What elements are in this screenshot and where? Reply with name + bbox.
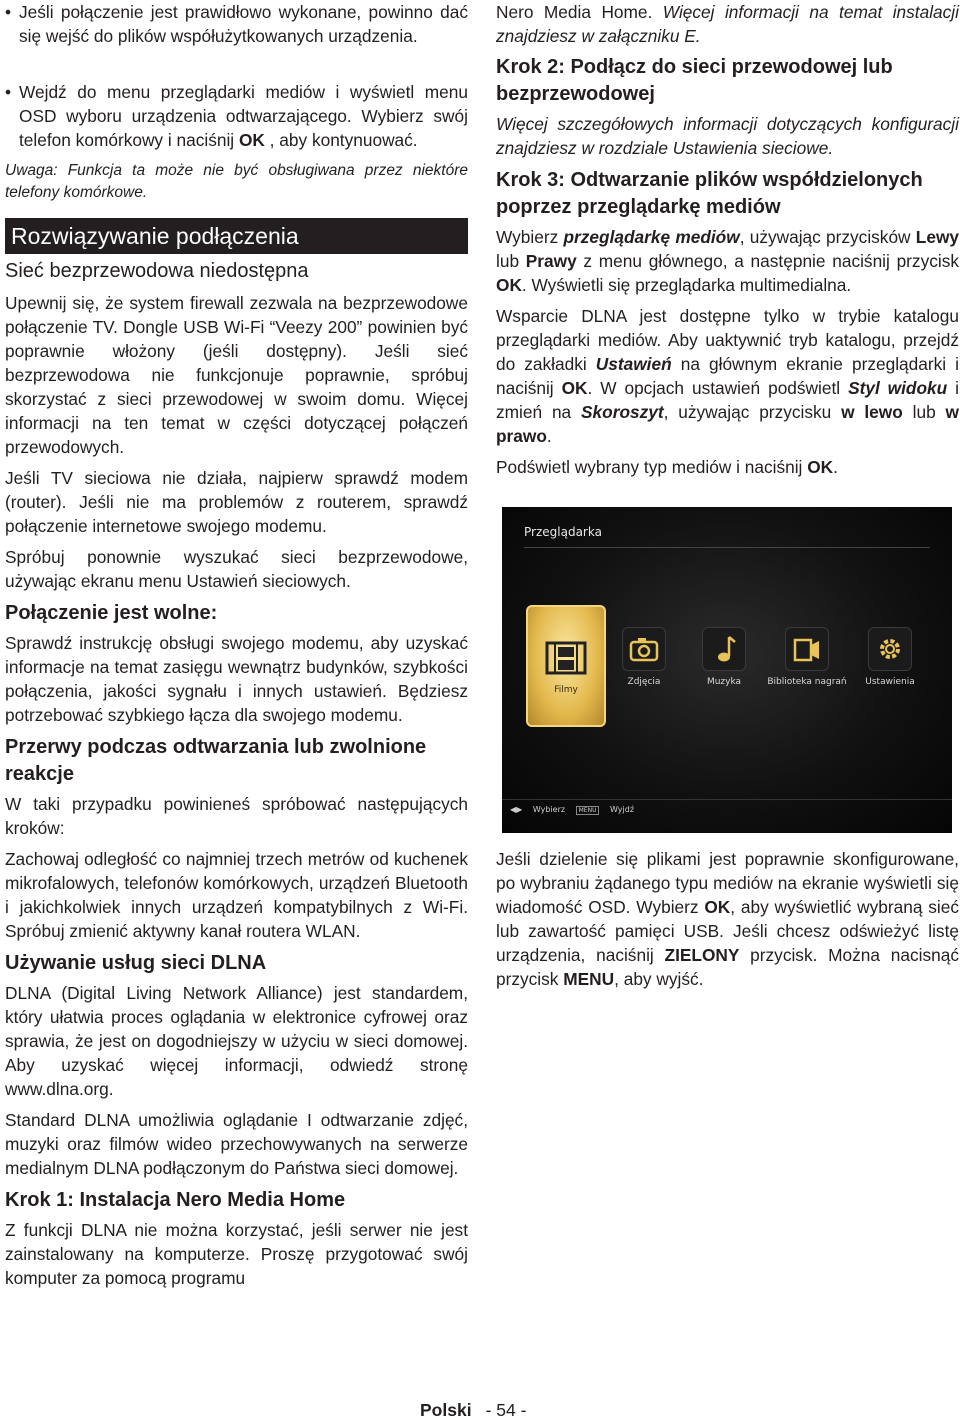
- text: lub: [496, 251, 526, 271]
- text: Skoroszyt: [581, 402, 664, 422]
- divider: [524, 547, 930, 548]
- text: Nero Media Home.: [496, 2, 663, 22]
- ok-key-text: OK: [238, 130, 265, 150]
- text: OK: [561, 378, 588, 398]
- list-item: • Jeśli połączenie jest prawidłowo wykonane, powinno dać się wejść do plików współużytkowanych urządzenia.: [5, 0, 468, 72]
- text: OK: [704, 897, 731, 917]
- paragraph: Upewnij się, że system firewall zezwala na bezprzewodowe połączenie TV. Dongle USB Wi-Fi “Veezy 200” powinien być poprawnie włożony (jeśli dostępny). Jeśli sieć bezprzewodowa nie funkcjonuje poprawnie, spróbuj skorzystać z sieci przewodowej w swoim domu. Więcej informacji na ten temat w części dotyczącej połączeń przewodowych.: [5, 293, 468, 457]
- text: OK: [807, 457, 834, 477]
- text: i zmień na: [496, 378, 959, 422]
- text: ZIELONY: [664, 945, 740, 965]
- tile-photos[interactable]: [620, 627, 668, 687]
- tile-label: Muzyka: [706, 677, 742, 687]
- right-column: [496, 0, 959, 991]
- hint-bar: [510, 805, 642, 814]
- left-column: [5, 0, 468, 1290]
- text: .: [546, 426, 552, 446]
- text: Jeśli dzielenie się plikami jest poprawnie skonfigurowane, po wybraniu żądanego typu mediów na ekranie wyświetli się wiadomość OSD. Wybierz: [496, 849, 959, 917]
- heading-step1: Krok 1: Instalacja Nero Media Home: [5, 1189, 346, 1211]
- text: , aby wyjść.: [614, 969, 704, 989]
- text: z menu głównego, a następnie naciśnij przycisk: [576, 251, 959, 271]
- tile-movies[interactable]: [524, 605, 608, 727]
- list-item: [5, 80, 468, 152]
- text: Wsparcie DLNA jest dostępne tylko w trybie katalogu przeglądarki mediów. Aby uaktywnić tryb katalogu, przejdź do zakładki: [496, 306, 959, 374]
- paragraph: Z funkcji DLNA nie można korzystać, jeśli serwer nie jest zainstalowany na komputerze. Proszę przygotować swój komputer za pomocą programu: [5, 1220, 468, 1288]
- music-note-icon: [711, 634, 737, 664]
- heading-wireless: Sieć bezprzewodowa niedostępna: [5, 260, 309, 282]
- heading-interrupt: Przerwy podczas odtwarzania lub zwolnione reakcje: [5, 736, 427, 785]
- text: w prawo: [496, 402, 959, 446]
- note: Uwaga: Funkcja ta może nie być obsługiwana przez niektóre telefony komórkowe.: [5, 162, 468, 201]
- paragraph: [496, 847, 959, 991]
- tile-label: Biblioteka nagrań: [767, 677, 847, 687]
- heading-dlna: Używanie usług sieci DLNA: [5, 952, 267, 974]
- tile-label: Filmy: [554, 685, 578, 695]
- page-footer: [420, 1400, 526, 1421]
- section-title: Rozwiązywanie podłączenia: [5, 218, 468, 254]
- text: , aby wyświetlić wybraną sieć lub zawartość pamięci USB. Jeśli chcesz odświeżyć listę urządzenia, naciśnij: [496, 897, 959, 965]
- text: MENU: [563, 969, 615, 989]
- heading-step2: Krok 2: Podłącz do sieci przewodowej lub bezprzewodowej: [496, 56, 893, 105]
- text: OK: [496, 275, 522, 295]
- tile-box: [622, 627, 666, 671]
- bullet-list: [5, 0, 468, 152]
- page-number: - 54 -: [485, 1400, 527, 1420]
- heading-step3: Krok 3: Odtwarzanie plików współdzielonych poprzez przeglądarkę mediów: [496, 169, 923, 218]
- browser-title: Przeglądarka: [524, 525, 602, 539]
- text: przycisk. Można nacisnąć przycisk: [496, 945, 959, 989]
- text: , aby kontynuować.: [264, 130, 418, 150]
- paragraph: Standard DLNA umożliwia oglądanie I odtwarzanie zdjęć, muzyki oraz filmów wideo przechowywanych na serwerze medialnym DLNA podłączonym do Państwa sieci domowej.: [5, 1110, 468, 1178]
- heading-slow: Połączenie jest wolne:: [5, 602, 218, 624]
- text: Podświetl wybrany typ mediów i naciśnij: [496, 457, 808, 477]
- text: na głównym ekranie przeglądarki i naciśnij: [496, 354, 959, 398]
- tile-label: Zdjęcia: [627, 677, 661, 687]
- text: Ustawień: [595, 354, 672, 374]
- paragraph: [496, 304, 959, 448]
- text: Styl widoku: [848, 378, 948, 398]
- paragraph: Sprawdź instrukcję obsługi swojego modemu, aby uzyskać informacje na temat zasięgu wewnątrz budynków, szybkości połączenia, jakości sygnału i innych ustawień. Będziesz potrzebować szybkiego łącza dla swojego modemu.: [5, 633, 468, 725]
- tile-music[interactable]: [700, 627, 748, 687]
- paragraph: [496, 455, 959, 479]
- paragraph: Więcej szczegółowych informacji dotyczących konfiguracji znajdziesz w rozdziale Ustawienia sieciowe.: [496, 114, 959, 158]
- paragraph: Zachowaj odległość co najmniej trzech metrów od kuchenek mikrofalowych, telefonów komórkowych, urządzeń Bluetooth i jakichkolwiek innych urządzeń kompatybilnych z Wi-Fi. Spróbuj zmienić aktywny kanał routera WLAN.: [5, 849, 468, 941]
- tile-settings[interactable]: [862, 627, 918, 687]
- paragraph: DLNA (Digital Living Network Alliance) jest standardem, który ułatwia proces oglądania w elektronice cyfrowej oraz sprawia, że jest on dogodniejszy w użyciu w sieci domowej. Aby uzyskać więcej informacji, odwiedź stronę www.dlna.org.: [5, 983, 468, 1099]
- tile-box: [868, 627, 912, 671]
- tile-recordings[interactable]: [764, 627, 850, 687]
- arrows-icon: ◀▶: [510, 805, 523, 814]
- media-browser-screenshot: [502, 507, 952, 833]
- tile-box: [785, 627, 829, 671]
- text: , używając przycisków: [739, 227, 916, 247]
- text: Wejdź do menu przeglądarki mediów i wyświetl menu OSD wyboru urządzenia odtwarzającego. Wybierz swój telefon komórkowy i naciśnij: [19, 82, 468, 150]
- paragraph: [496, 225, 959, 297]
- film-icon: [545, 637, 587, 679]
- hint-select: Wybierz: [532, 805, 566, 814]
- camera-icon: [629, 636, 659, 662]
- text: Wybierz: [496, 227, 564, 247]
- divider: [502, 799, 952, 800]
- text: .: [833, 457, 838, 477]
- text: Więcej informacji na temat instalacji znajdziesz w załączniku E.: [496, 2, 959, 46]
- tile-box: [702, 627, 746, 671]
- gear-icon: [875, 634, 905, 664]
- text: . Wyświetli się przeglądarka multimedialna.: [521, 275, 852, 295]
- hint-exit: Wyjdź: [610, 805, 635, 814]
- text: . W opcjach ustawień podświetl: [587, 378, 849, 398]
- text: Prawy: [525, 251, 577, 271]
- text: , używając przycisku: [663, 402, 842, 422]
- library-icon: [792, 634, 822, 664]
- text: lub: [902, 402, 946, 422]
- menu-key: MENU: [576, 806, 600, 815]
- paragraph: W taki przypadku powinieneś spróbować następujących kroków:: [5, 794, 468, 838]
- paragraph: [496, 0, 959, 48]
- text: w lewo: [841, 402, 903, 422]
- text: przeglądarkę mediów: [563, 227, 740, 247]
- tile-label: Ustawienia: [865, 677, 915, 687]
- footer-language: Polski: [420, 1400, 472, 1420]
- paragraph: Spróbuj ponownie wyszukać sieci bezprzewodowe, używając ekranu menu Ustawień sieciowych.: [5, 547, 468, 591]
- paragraph: Jeśli TV sieciowa nie działa, najpierw sprawdź modem (router). Jeśli nie ma problemów z routerem, sprawdź połączenie internetowe swojego modemu.: [5, 468, 468, 536]
- text: Lewy: [915, 227, 960, 247]
- tile-box: [526, 605, 606, 727]
